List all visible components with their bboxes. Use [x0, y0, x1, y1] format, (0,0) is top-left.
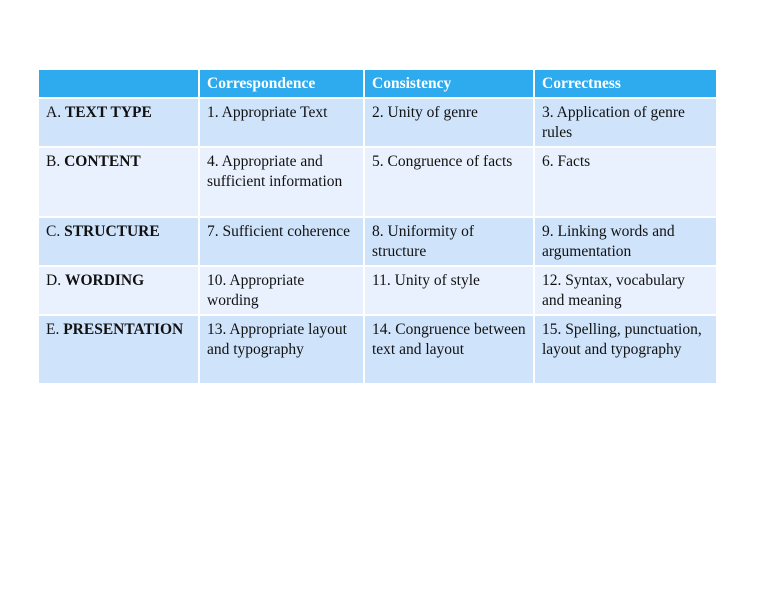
table-row	[39, 316, 716, 385]
header-cell-corner	[39, 70, 200, 99]
table-cell: 8. Uniformity of structure	[365, 218, 535, 267]
row-header-wording	[39, 267, 200, 316]
table-cell: 12. Syntax, vocabulary and meaning	[535, 267, 716, 316]
row-prefix: E.	[46, 321, 60, 338]
row-header-presentation	[39, 316, 200, 385]
table-cell: 15. Spelling, punctuation, layout and typography	[535, 316, 716, 385]
row-prefix: C.	[46, 223, 61, 240]
table-cell: 13. Appropriate layout and typography	[200, 316, 365, 385]
row-prefix: B.	[46, 153, 61, 170]
row-prefix: A.	[46, 104, 62, 121]
table-cell: 14. Congruence between text and layout	[365, 316, 535, 385]
row-header-content	[39, 148, 200, 218]
table-cell: 10. Appropriate wording	[200, 267, 365, 316]
table-cell: 4. Appropriate and sufficient information	[200, 148, 365, 218]
table-cell: 7. Sufficient coherence	[200, 218, 365, 267]
quality-criteria-table	[39, 70, 716, 385]
table-cell: 11. Unity of style	[365, 267, 535, 316]
row-name: CONTENT	[64, 153, 141, 170]
table-cell: 9. Linking words and argumentation	[535, 218, 716, 267]
table-row	[39, 99, 716, 148]
table-cell: 3. Application of genre rules	[535, 99, 716, 148]
table-cell: 1. Appropriate Text	[200, 99, 365, 148]
header-cell-correctness: Correctness	[535, 70, 716, 99]
row-header-text-type	[39, 99, 200, 148]
header-cell-correspondence: Correspondence	[200, 70, 365, 99]
table-cell: 6. Facts	[535, 148, 716, 218]
row-header-structure	[39, 218, 200, 267]
table-row	[39, 267, 716, 316]
row-name: PRESENTATION	[63, 321, 184, 338]
table-header-row	[39, 70, 716, 99]
table-cell: 5. Congruence of facts	[365, 148, 535, 218]
row-name: STRUCTURE	[64, 223, 160, 240]
table-cell: 2. Unity of genre	[365, 99, 535, 148]
row-name: WORDING	[64, 272, 145, 289]
table-row	[39, 218, 716, 267]
table-row	[39, 148, 716, 218]
row-prefix: D.	[46, 272, 62, 289]
row-name: TEXT TYPE	[64, 104, 152, 121]
header-cell-consistency: Consistency	[365, 70, 535, 99]
